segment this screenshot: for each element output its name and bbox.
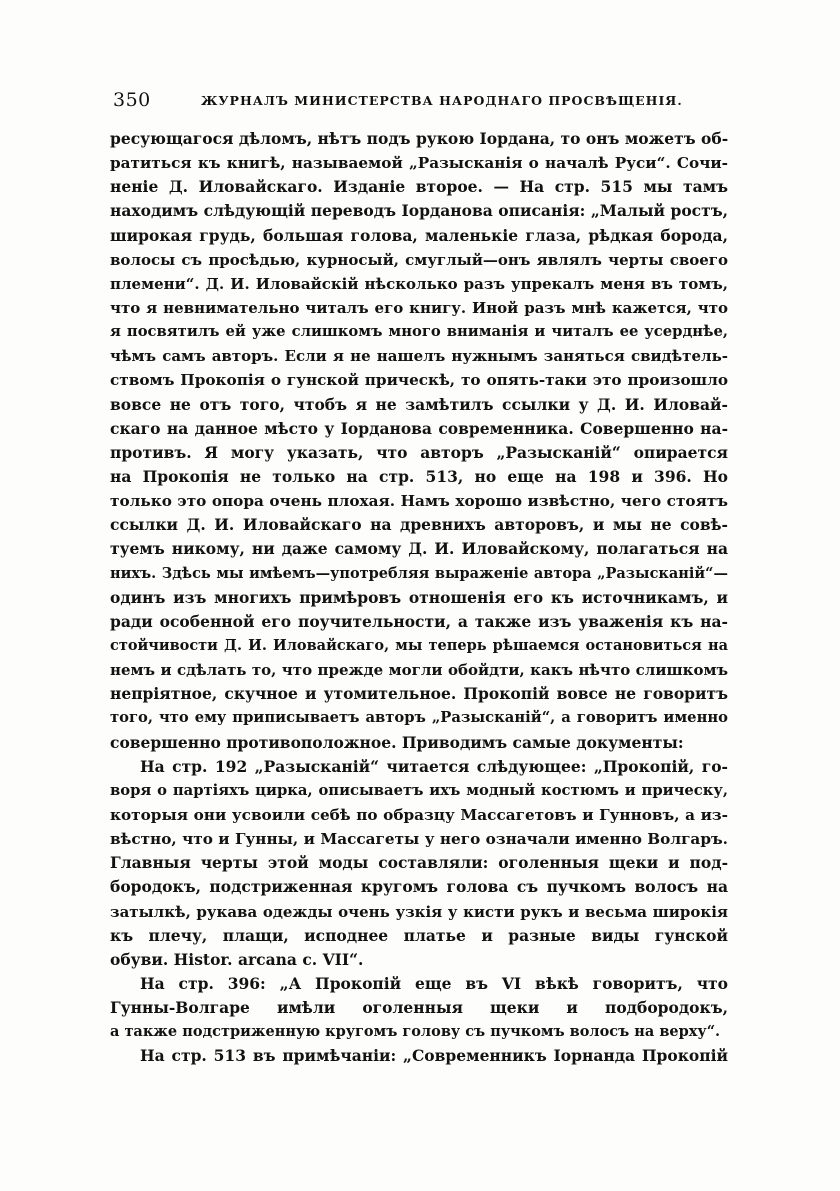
text-line: чѣмъ самъ авторъ. Если я не нашелъ нужнымъ заняться свидѣтель- <box>110 347 728 366</box>
running-head <box>113 89 733 113</box>
text-line: которыя они усвоили себѣ по образцу Массагетовъ и Гунновъ, а из- <box>110 805 728 824</box>
journal-title: ЖУРНАЛЪ МИНИСТЕРСТВА НАРОДНАГО ПРОСВѢЩЕНІЯ. <box>201 93 683 108</box>
text-line: нихъ. Здѣсь мы имѣемъ—употребляя выраженіе автора „Разысканій“— <box>110 564 728 582</box>
text-line: стойчивости Д. И. Иловайскаго, мы теперь рѣшаемся остановиться на <box>110 636 728 654</box>
text-line: затылкѣ, рукава одежды очень узкія у кисти рукъ и весьма широкія <box>110 902 728 921</box>
text-line: обуви. Histor. arcana c. VII“. <box>110 949 364 969</box>
text-line: ствомъ Прокопія о гунской прическѣ, то опять-таки это произошло <box>110 371 728 390</box>
text-line: а также подстриженную кругомъ голову съ пучкомъ волосъ на верху“. <box>110 1023 721 1041</box>
text-line: что я невнимательно читалъ его книгу. Иной разъ мнѣ кажется, что <box>110 298 728 317</box>
text-line: На стр. 396: „А Прокопій еще въ VI вѣкѣ говоритъ, что <box>140 973 728 993</box>
text-line: одинъ изъ многихъ примѣровъ отношенія его къ источникамъ, и <box>110 587 728 607</box>
text-line: скаго на данное мѣсто у Іорданова современника. Совершенно на- <box>110 418 728 438</box>
text-line: того, что ему приписываетъ авторъ „Разысканій“, а говоритъ именно <box>110 709 728 727</box>
text-line: находимъ слѣдующій переводъ Іорданова описанія: „Малый ростъ, <box>110 201 728 221</box>
text-line: вѣстно, что и Гунны, и Массагеты у него означали именно Волгаръ. <box>110 830 728 849</box>
text-line: на Прокопія не только на стр. 513, но еще на 198 и 396. Но <box>110 466 728 486</box>
text-line: бородокъ, подстриженная кругомъ голова съ пучкомъ волосъ на <box>110 877 728 897</box>
text-line: вовсе не отъ того, чтобъ я не замѣтилъ ссылки у Д. И. Иловай- <box>110 394 728 414</box>
text-line: непріятное, скучное и утомительное. Прокопій вовсе не говоритъ <box>110 684 728 704</box>
text-line: ратиться къ книгѣ, называемой „Разысканія о началѣ Руси“. Сочи- <box>110 154 728 173</box>
text-line: неніе Д. Иловайскаго. Изданіе второе. — На стр. 515 мы тамъ <box>110 177 728 197</box>
text-line: ссылки Д. И. Иловайскаго на древнихъ авторовъ, и мы не совѣ- <box>110 515 728 535</box>
text-line: немъ и сдѣлать то, что прежде могли обойдти, какъ нѣчто слишкомъ <box>110 661 728 680</box>
text-line: противъ. Я могу указать, что авторъ „Разысканій“ опирается <box>110 442 728 462</box>
text-line: я посвятилъ ей уже слишкомъ много вниманія и читалъ ее усерднѣе, <box>110 323 728 341</box>
body-text <box>110 127 728 1068</box>
text-line: ресующагося дѣломъ, нѣтъ подъ рукою Іордана, то онъ можетъ об- <box>110 129 728 148</box>
text-line: племени“. Д. И. Иловайскій нѣсколько разъ упрекалъ меня въ томъ, <box>110 274 728 293</box>
text-line: ради особенной его поучительности, а также изъ уваженія къ на- <box>110 611 728 631</box>
text-line: къ плечу, плащи, исподнее платье и разные виды гунской <box>110 925 728 945</box>
text-line: Главныя черты этой моды составляли: оголенныя щеки и под- <box>110 853 728 873</box>
text-line: широкая грудь, большая голова, маленькіе глаза, рѣдкая борода, <box>110 225 728 245</box>
text-line: Гунны-Волгаре имѣли оголенныя щеки и подбородокъ, <box>110 998 728 1018</box>
text-line: На стр. 192 „Разысканій“ читается слѣдующее: „Прокопій, го- <box>140 756 728 776</box>
text-line: только это опора очень плохая. Намъ хорошо извѣстно, чего стоятъ <box>110 492 728 511</box>
text-line: воря о партіяхъ цирка, описываетъ ихъ модный костюмъ и прическу, <box>110 781 728 799</box>
text-line: волосы съ просѣдью, курносый, смуглый—онъ являлъ черты своего <box>110 250 728 269</box>
text-line: туемъ никому, ни даже самому Д. И. Иловайскому, полагаться на <box>110 539 728 559</box>
text-line: На стр. 513 въ примѣчаніи: „Современникъ Іорнанда Прокопій <box>140 1046 728 1066</box>
text-line: совершенно противоположное. Приводимъ самые документы: <box>110 732 684 752</box>
page-number: 350 <box>113 89 151 111</box>
